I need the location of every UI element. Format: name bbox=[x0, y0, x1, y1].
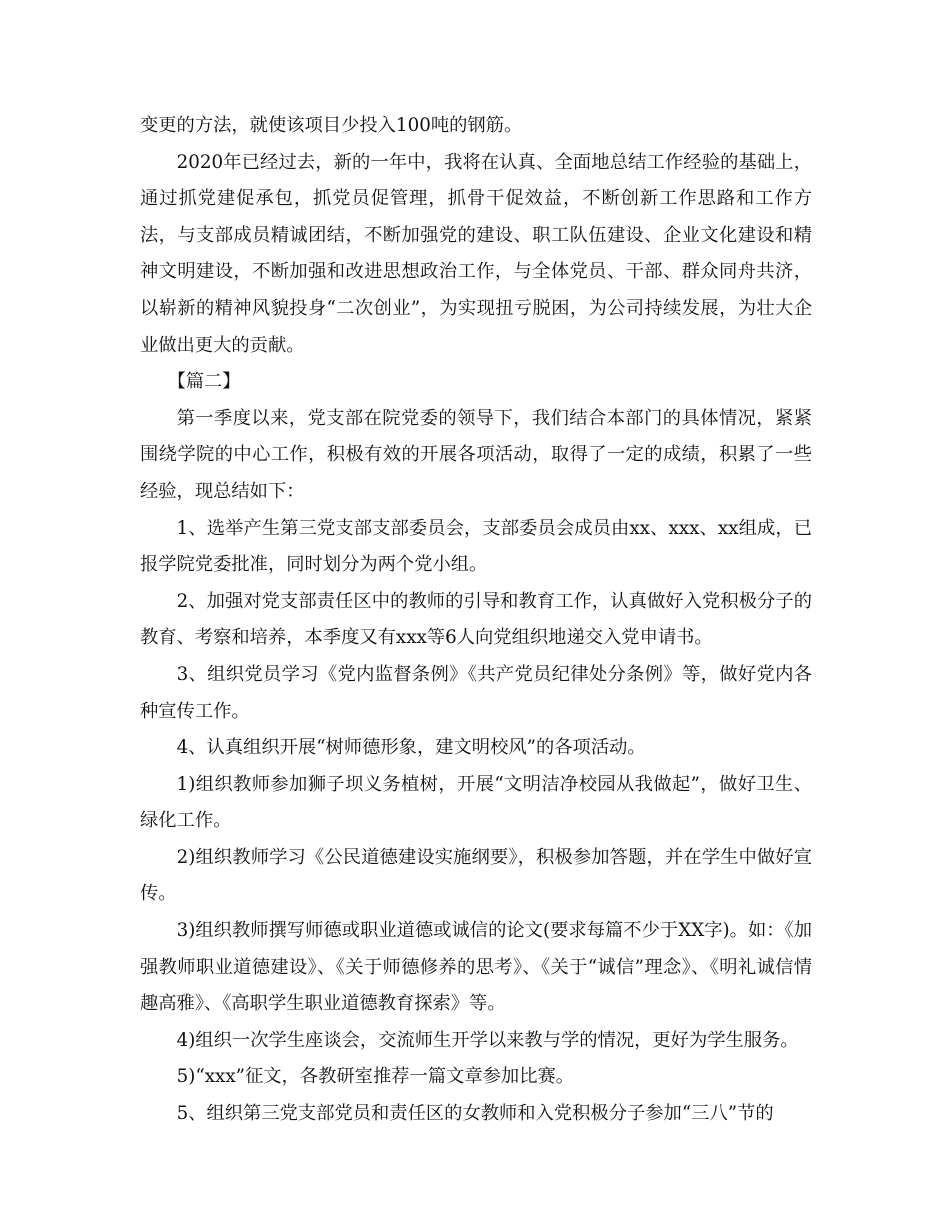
sub-item-4: 4)组织一次学生座谈会，交流师生开学以来教与学的情况，更好为学生服务。 bbox=[176, 1029, 799, 1051]
paragraph-1: 变更的方法，就使该项目少投入100吨的钢筋。 bbox=[140, 115, 523, 136]
sub-item-1: 1)组织教师参加狮子坝义务植树，开展“文明洁净校园从我做起”，做好卫生、绿化工作。 bbox=[140, 773, 812, 832]
paragraph-2: 2020年已经过去，新的一年中，我将在认真、全面地总结工作经验的基础上，通过抓党建促承包，抓党员促管理，抓骨干促效益，不断创新工作思路和工作方法，与支部成员精诚团结，不断加强党的建设、职工队伍建设、企业文化建设和精神文明建设，不断加强和改进思想政治工作，与全体党员、干部、群众同舟共济，以崭新的精神风貌投身“二次创业”，为实现扭亏脱困，为公司持续发展，为壮大企业做出更大的贡献。 bbox=[140, 151, 812, 356]
list-item-4: 4、认真组织开展“树师德形象，建文明校风”的各项活动。 bbox=[176, 737, 646, 759]
paragraph-3: 第一季度以来，党支部在院党委的领导下，我们结合本部门的具体情况，紧紧围绕学院的中心工作，积极有效的开展各项活动，取得了一定的成绩，积累了一些经验，现总结如下： bbox=[140, 407, 812, 502]
list-item-5: 5、组织第三党支部党员和责任区的女教师和入党积极分子参加“三八”节的 bbox=[176, 1103, 774, 1125]
list-item-3: 3、组织党员学习《党内监督条例》《共产党员纪律处分条例》等，做好党内各种宣传工作。 bbox=[140, 663, 812, 722]
list-item-1: 1、选举产生第三党支部支部委员会，支部委员会成员由xx、xxx、xx组成，已报学院党委批准，同时划分为两个党小组。 bbox=[140, 517, 812, 576]
list-item-2: 2、加强对党支部责任区中的教师的引导和教育工作，认真做好入党积极分子的教育、考察和培养，本季度又有xxx等6人向党组织地递交入党申请书。 bbox=[140, 590, 812, 649]
document-body bbox=[140, 108, 812, 1133]
sub-item-2: 2)组织教师学习《公民道德建设实施纲要》，积极参加答题，并在学生中做好宣传。 bbox=[140, 846, 812, 905]
section-heading: 【篇二】 bbox=[167, 371, 241, 393]
sub-item-5: 5)“xxx”征文，各教研室推荐一篇文章参加比赛。 bbox=[176, 1066, 575, 1088]
sub-item-3: 3)组织教师撰写师德或职业道德或诚信的论文(要求每篇不少于XX字)。如：《加强教师职业道德建设》、《关于师德修养的思考》、《关于“诚信”理念》、《明礼诚信情趣高雅》、《高职学生职业道德教育探索》等。 bbox=[140, 920, 812, 1015]
